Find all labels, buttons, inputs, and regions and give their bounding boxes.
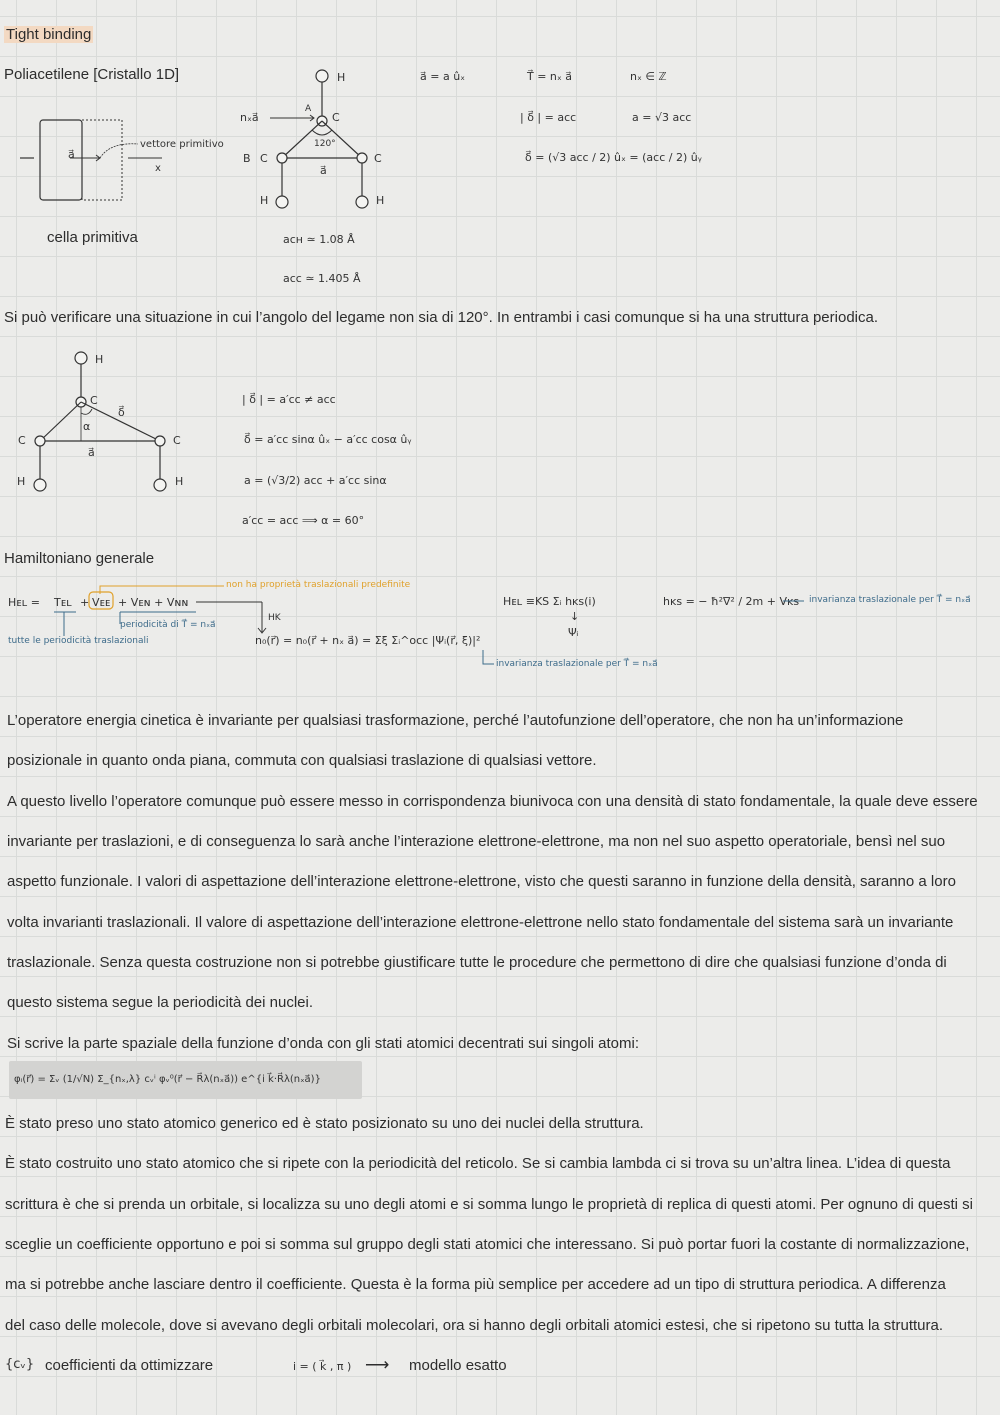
section-heading-polyacetylene: Poliacetilene [Cristallo 1D] [4,66,180,83]
kohn-sham-arrow: ↓ [570,610,580,623]
hamiltonian-kinetic-term: Tᴇʟ [54,596,72,609]
section-heading-hamiltonian: Hamiltoniano generale [4,550,155,567]
atom2-label-c-left: C [18,434,26,447]
kohn-sham-psi: Ψᵢ [568,626,579,639]
atom2-label-c-right: C [173,434,181,447]
paragraph-line: traslazionale. Senza questa costruzione non si potrebbe giustificare tutte le procedure che permettono di dire che qualsiasi funzione d’onda di [7,954,947,971]
angle-120-label: 120° [314,139,336,149]
wavefunction-formula: φᵢ(r⃗) = Σᵥ (1/√N) Σ_{nₓ,λ} cᵥⁱ φᵥ⁰(r⃗ − R⃗λ(nₓa⃗)) e^{i k⃗·R⃗λ(nₓa⃗)} [14,1074,321,1085]
coefficients-label: coefficienti da ottimizzare [45,1357,214,1374]
paragraph-line: ma si potrebbe anche lasciare dentro il coefficiente. Questa è la forma più semplice per accedere ad un tipo di struttura periodica. A differenza [5,1276,946,1293]
atom-label-c-right: C [374,152,382,165]
eq2-a-expression: a = (√3/2) aᴄᴄ + a′ᴄᴄ sinα [244,474,387,487]
paragraph-line: A questo livello l’operatore comunque può essere messo in corrispondenza biunivoca con una densità di stato fondamentale, la quale deve essere [7,793,978,810]
paragraph-line: aspetto funzionale. I valori di aspettazione dell’interazione elettrone-elettrone, visto che questi saranno in funzione della densità, saranno a loro [7,873,956,890]
bond-length-cc: aᴄᴄ ≃ 1.405 Å [283,272,361,285]
eq-a-vector: a⃗ = a ûₓ [420,70,466,83]
page-title: Tight binding [6,26,92,43]
atom2-label-h-left: H [17,475,26,488]
hks-equation: hᴋs = − ħ²∇² / 2m + Vᴋs [663,595,800,608]
final-arrow: ⟶ [365,1355,390,1374]
paragraph-line: L’operatore energia cinetica è invariante per qualsiasi trasformazione, perché l’autofunzione dell’operatore, che non ha un’informazione [7,712,904,729]
paragraph-line: invariante per traslazioni, e di conseguenza lo sarà anche l’interazione elettrone-elettrone, ma non nel suo aspetto operatoriale, bensì nel suo [7,833,946,850]
paragraph-line: sceglie un coefficiente opportuno e poi si somma sul gruppo degli stati atomici che interessano. Si può portar fuori la costante di normalizzazione, [5,1236,970,1253]
paragraph-line: posizionale in quanto onda piana, commuta con qualsiasi traslazione di qualsiasi vettore. [7,752,597,769]
paragraph-line: Si scrive la parte spaziale della funzione d’onda con gli stati atomici decentrati sui singoli atomi: [7,1035,639,1052]
note-all-translational-periodicities: tutte le periodicità traslazionali [8,636,149,646]
atom-label-a: A [305,104,312,114]
kohn-sham-equation: Hᴇʟ ≡KS Σᵢ hᴋs(i) [503,595,596,608]
paragraph-line: volta invarianti traslazionali. Il valore di aspettazione dell’interazione elettrone-elettrone nello stato fondamentale del sistema sarà un invariante [7,914,954,931]
density-note-bracket [478,648,498,668]
na-vector-label: nₓa⃗ [240,111,259,124]
delta-vector-label: δ⃗ [118,406,125,419]
coefficient-set: {cᵥ} [5,1357,35,1372]
eq-n-integer: nₓ ∈ ℤ [630,70,667,83]
atom2-label-h-top: H [95,353,104,366]
x-axis-label: x [155,163,161,174]
eq-delta-modulus: | δ⃗ | = aᴄᴄ [520,111,577,124]
paragraph-line: scrittura è che si prenda un orbitale, si localizza su uno degli atomi e si somma lungo le proprietà di replica di questi atomi. Per ognuno di questi si [5,1196,974,1213]
note-translational-invariance-hks: invarianza traslazionale per T⃗ = nₓa⃗ [809,595,971,605]
eq-T-vector: T⃗ = nₓ a⃗ [527,70,573,83]
eq-a-sqrt3: a = √3 aᴄᴄ [632,111,692,124]
hamiltonian-lhs: Hᴇʟ = [8,596,40,609]
alpha-angle-label: α [83,420,91,433]
exact-model-label: modello esatto [409,1357,507,1374]
index-definition: i = ( k⃗ , π ) [293,1360,352,1373]
hk-label: HK [268,613,281,623]
eq2-delta-modulus: | δ⃗ | = a′ᴄᴄ ≠ aᴄᴄ [242,393,336,406]
paragraph-line: È stato preso uno stato atomico generico ed è stato posizionato su uno dei nuclei della struttura. [5,1115,644,1132]
paragraph-line: È stato costruito uno stato atomico che si ripete con la periodicità del reticolo. Se si cambia lambda ci si trova su un’altra linea. L’idea di questa [5,1155,951,1172]
paragraph-line: questo sistema segue la periodicità dei nuclei. [7,994,314,1011]
density-equation: n₀(r⃗) = n₀(r⃗ + nₓ a⃗) = Σξ Σᵢ^occ |Ψᵢ(r⃗, ξ)|² [255,634,481,647]
primitive-vector-label: vettore primitivo [140,139,224,150]
atom2-label-h-right: H [175,475,184,488]
eq-delta-vector: δ⃗ = (√3 aᴄᴄ / 2) ûₓ = (aᴄᴄ / 2) ûᵧ [525,151,702,164]
alpha-structure-diagram [0,345,200,495]
note-no-translational-property: non ha proprietà traslazionali predefinite [226,580,411,590]
hamiltonian-vee-term: Vᴇᴇ [92,596,111,609]
hamiltonian-plus-sign: + [80,596,90,609]
atom-label-c-top: C [332,111,340,124]
atom-label-b: B [243,152,251,165]
atom-label-c-left: C [260,152,268,165]
bond-length-ch: aᴄʜ ≃ 1.08 Å [283,233,355,246]
atom-label-h-top: H [337,71,346,84]
paragraph-bond-angle: Si può verificare una situazione in cui l’angolo del legame non sia di 120°. In entrambi i casi comunque si ha una struttura periodica. [4,309,879,326]
primitive-cell-caption: cella primitiva [47,229,138,246]
primitive-vector-symbol: a⃗ [68,148,75,161]
note-translational-invariance-density: invarianza traslazionale per T⃗ = nₓa⃗ [496,659,658,669]
hks-note-line [782,596,806,606]
atom-label-h-right: H [376,194,385,207]
hamiltonian-rest-terms: + Vᴇɴ + Vɴɴ [118,596,189,609]
a-vector-label: a⃗ [320,164,327,177]
atom2-label-c-top: C [90,394,98,407]
eq2-delta-vector: δ⃗ = a′ᴄᴄ sinα ûₓ − a′ᴄᴄ cosα ûᵧ [244,433,412,446]
a2-vector-label: a⃗ [88,446,95,459]
note-periodicity-T: periodicità di T⃗ = nₓa⃗ [120,620,216,630]
paragraph-line: del caso delle molecole, dove si avevano degli orbitali molecolari, ora si hanno degli orbitali atomici estesi, che si ripetono su tutta la struttura. [5,1317,943,1334]
eq2-alpha-60: a′ᴄᴄ = aᴄᴄ ⟹ α = 60° [242,514,365,527]
atom-label-h-left: H [260,194,269,207]
